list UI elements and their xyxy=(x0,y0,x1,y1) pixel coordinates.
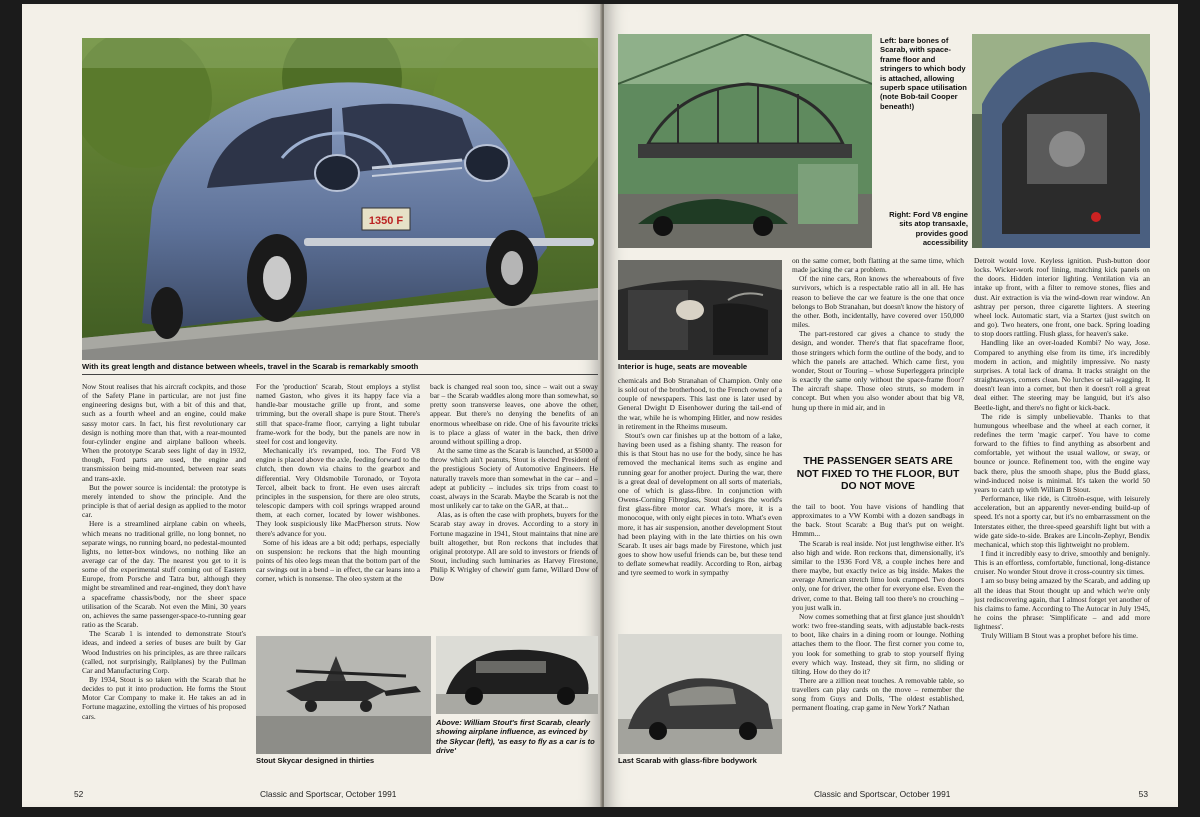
photo-last-scarab xyxy=(618,634,782,754)
paragraph: Here is a streamlined airplane cabin on wheels, which means no traditional grille, no long bonnet, no separate wings, no running board, no pedestal-mounted lights, no letter-box windows, no nothing like an average car of the day. The nearest you get to it is some of the experimental stuff coming out of Eastern Europe, from Porsche and Tatra but, although they might be streamlined and rear-engined, they don't have a spaceframe chassis/body, nor the sheer space utilisation of the Scarab. Not even the Mini, 30 years on, achieves the same passenger-space-to-running gear ratio as the Scarab. xyxy=(82,519,246,630)
paragraph: Stout's own car finishes up at the bottom of a lake, having been used as a fishing shanty. The reason for this is that Stout has no use for the body, since he has removed the mechanical items such as engine and running gear for another project. During the war, there is a great deal of development on all sorts of materials, one of which is glass-fibre. In conjunction with Owens-Corning Fibreglass, Stout designs the world's first glass-fibre motor car. What's more, it is a monocoque, with only eight pieces in toto. What's even more, it has air suspension, another development Stout had been playing with in the late thirties on his own Scarab. It uses air bags made by Firestone, which just goes to show how useful friends can be, but these tend to deflate somewhat readily. According to Ron, airbag and tyre seemed to work in sympathy xyxy=(618,430,782,578)
paragraph: Some of his ideas are a bit odd; perhaps, especially on suspension: he reckons that the high mounting points of his oleo legs mean that the bottom part of the car swings out in a bend – in effect, the car leans into a corner, which is nonsense. The oleo system at the xyxy=(256,537,420,584)
paragraph: Truly William B Stout was a prophet before his time. xyxy=(981,631,1138,641)
paragraph: Of the nine cars, Ron knows the whereabouts of five survivors, which is a respectable ratio all in all. He has reason to believe the car we feature is the one that once belongs to Bob Stranahan, but doesn't know the history of the other. Both, incidentally, have covered over 150,000 miles. xyxy=(792,274,964,330)
paragraph: on the same corner, both flatting at the same time, which made jacking the car a problem. xyxy=(792,256,964,275)
first-scarab-caption: Above: William Stout's first Scarab, clearly showing airplane influence, as evinced by the Skycar (left), 'as easy to fly as a car is to drive' xyxy=(436,718,595,756)
caption-interior: Interior is huge, seats are moveable xyxy=(618,362,748,371)
page-number-right: 53 xyxy=(1138,789,1148,799)
paragraph: Handling like an over-loaded Kombi? No way, Jose. Compared to anything else from its time, it's incredibly modern in action, and mightily impressive. No nasty surprises. A total lack of drama. It tracks straight on the straightaways, corners clean. No lurches or tail-wagging. It doesn't lean into a corner, but then it doesn't roll a great deal either. The steering may be languid, but it's also Beetle-light, and there's no fight or kick-back. xyxy=(974,338,1150,412)
paragraph: Now comes something that at first glance just shouldn't work: two free-standing seats, with adjustable back-rests to boot, like chairs in a dining room or lounge. Nothing attaches them to the floor. The first corner you come to, you look for something to grab to stop yourself flying every which way. Instead, they sit firm, no sliding or tilting. How do they do it? xyxy=(792,611,964,676)
paragraph: Performance, like ride, is Citroën-esque, with leisurely acceleration, but an apparently never-ending build-up of speed. It's not a sporty car, but it's no embarrassment on the Interstates either, the three-speed gearshift light but with a wide gate side-to-side. Brakes are Lincoln-Zephyr, Bendix mechanical, which stop this lightweight no problem. xyxy=(974,494,1150,549)
caption-rule xyxy=(82,374,598,375)
right-page xyxy=(604,4,1178,807)
engine-illustration xyxy=(972,34,1150,248)
paragraph: The Scarab is real inside. Not just lengthwise either. It's also high and wide. Ron reckons that, dimensionally, it's similar to the 1936 Ford V8, a couple inches here and there maybe, but exactly twice as big inside. Makes the average American stretch limo look cramped. Two doors only, one for driver, the other for everyone else. Even the driver, come to that. Being tall too there's no crouching – you just walk in. xyxy=(792,538,964,612)
interior-illustration xyxy=(618,260,782,360)
photo-scarab-road xyxy=(82,38,598,360)
scarab-road-illustration xyxy=(82,38,598,360)
caption-last-scarab: Last Scarab with glass-fibre bodywork xyxy=(618,756,757,765)
paragraph: Alas, as is often the case with prophets, buyers for the Scarab stay away in droves. According to a story in Fortune magazine in 1941, Stout maintains that nine are built altogether, but Ron reckons that includes that original prototype. All are sold to investors or friends of Stout, including such luminaries as Harvey Firestone, Philip K Wrigley of chewin' gum fame, Willard Dow of Dow xyxy=(430,510,598,584)
right-column-3 xyxy=(974,256,1150,774)
paragraph: back is changed real soon too, since – wait out a sway bar – the Scarab waddles along more than somewhat, so pretty soon transverse leaves, one above the other, appear. But there's no denying the benefits of an enormous wheelbase on ride. One of his favourite tricks is to place a glass of water in the back, then drive around without spilling a drop. xyxy=(430,382,598,446)
right-column-2-top xyxy=(792,256,964,450)
footer-left: Classic and Sportscar, October 1991 xyxy=(260,789,397,799)
right-column-2-bottom xyxy=(792,502,964,774)
paragraph: By 1934, Stout is so taken with the Scarab that he decides to put it into production. He forms the Stout Motor Car Company to make it. He takes an ad in Fortune magazine, extolling the virtues of his proposed cars. xyxy=(82,675,246,721)
photo-first-scarab xyxy=(436,636,598,714)
left-page xyxy=(22,4,602,807)
first-scarab-illustration xyxy=(436,636,598,714)
paragraph: The ride is simply unbelievable. Thanks to that humungous wheelbase and the wheel at each corner, it redefines the term 'magic carpet'. You have to come forward to the fifties to find anything as absorbent and comfortable, yet without the usual wallow, or sway, or bounce or jounce. Refinement too, with the engine way back there, plus the smooth shape, plus the Budd glass, wind-induced noise is minimal. It's taken the world 50 years to catch up with William B Stout. xyxy=(974,411,1150,494)
last-scarab-illustration xyxy=(618,634,782,754)
paragraph: At the same time as the Scarab is launched, at $5000 a throw which ain't peanuts, Stout is elected President of the prestigious Society of Automotive Engineers. He naturally travels more than somewhat in the car – and – adept at publicity – includes six trips from coast to coast, always in the Scarab. Maybe the Scarab is not the most unlikely car to take on the GAR, at that... xyxy=(430,446,598,511)
paragraph: I find it incredibly easy to drive, smoothly and benignly. This is an effortless, comfortable, functional, long-distance cruiser. No wonder Stout drove it cross-country six times. xyxy=(974,549,1150,577)
paragraph: Detroit would love. Keyless ignition. Push-button door locks. Wicker-work roof lining, matching kick panels on the doors. Hidden interior lighting. Ventilation via an intake up front, with a filter to remove stones, flies and dust. Air extraction is via the wind-down rear window. An ashtray per person, three cigarette lighters. A steering wheel lock. Automatic start, via a Startex (just switch on and go). Two heaters, one front, one back. Spring loading to stop doors rattling. Flush glass, for heaven's sake. xyxy=(974,256,1150,339)
left-column-1 xyxy=(82,382,246,777)
page-number-left: 52 xyxy=(74,789,84,799)
paragraph: Now Stout realises that his aircraft cockpits, and those of the Safety Plane in particular, are not just fine engineering designs but, with a bit of this and that, such as a fourth wheel and an engine, could make sassy motor cars. In fact, his first revolutionary car design is nothing more than that, with a rear-mounted four-cylinder engine and airplane balloon wheels. When the prototype Scarab sees light of day in 1932, though, Ford parts are used, the engine and transmission being mid-mounted, between rear seats and trans-axle. xyxy=(82,382,246,483)
photo-skycar xyxy=(256,636,431,754)
photo-space-frame xyxy=(618,34,872,248)
left-column-3 xyxy=(430,382,598,632)
license-plate: 1350 F xyxy=(368,215,404,227)
space-frame-illustration xyxy=(618,34,872,248)
paragraph: Mechanically it's revamped, too. The Ford V8 engine is placed above the axle, feeding forward to the clutch, then down via chains to the gearbox and differential. Very Oldsmobile Toronado, or Toyota Tercel, albeit back to front. He even uses aircraft principles in the suspension, for there are oleo struts, telescopic dampers with coil springs wrapped around them, at each corner, located by lower wishbones. They look suspiciously like MacPherson struts. Now there's advance for you. xyxy=(256,446,420,538)
paragraph: There are a zillion neat touches. A removable table, so travellers can play cards on the move – remember the song from Guys and Dolls, 'The oldest established, permanent floating, crap game in New York?' Nathan xyxy=(792,675,964,713)
caption-space-frame: Left: bare bones of Scarab, with space-frame floor and stringers to which body is attached, allowing superb space utilisation (note Bob-tail Cooper beneath!) xyxy=(880,36,967,111)
paragraph: For the 'production' Scarab, Stout employs a stylist named Gaston, who gives it its happy face via a handle-bar moustache grille up front, and some trimming, but the overall shape is pure Stout. There's still that space-frame floor, carrying a light tubular frame-work for the body, but the panels are now in steel for cost and longevity. xyxy=(256,382,420,446)
skycar-caption: Stout Skycar designed in thirties xyxy=(256,756,375,765)
footer-right: Classic and Sportscar, October 1991 xyxy=(814,789,951,799)
paragraph: The part-restored car gives a chance to study the design, and wonder. There's that flat spaceframe floor, those stringers which form the outline of the body, and to which the panels are attached. Which came first, you wonder, Stout or Touring – whose Superleggera principle is exactly the same only without the space-frame floor? The aircraft shape. Those oleo struts, so modern in concept. But when you also wonder about that big V8, hung up there in mid air, and in xyxy=(792,329,964,412)
caption-engine: Right: Ford V8 engine sits atop transaxle, provides good accessibility xyxy=(889,210,968,248)
paragraph: the tail to boot. You have visions of handling that approximates to a VW Kombi with a dozen sandbags in the back. Stout Scarab: a Bug that's put on weight. Hmmm... xyxy=(792,502,964,539)
pull-quote: THE PASSENGER SEATS ARE NOT FIXED TO THE FLOOR, BUT DO NOT MOVE xyxy=(796,456,960,493)
photo-engine xyxy=(972,34,1150,248)
paragraph: chemicals and Bob Stranahan of Champion. Only one is sold out of the brotherhood, to the French owner of a couple of newspapers. This last one is later used by General Dwight D Eisenhower during the tail-end of the war, while he is whomping Hitler, and now resides in retirement in the Rheims museum. xyxy=(618,376,782,431)
skycar-illustration xyxy=(256,636,431,754)
right-column-1 xyxy=(618,376,782,626)
photo-interior xyxy=(618,260,782,360)
paragraph: The Scarab 1 is intended to demonstrate Stout's ideas, and indeed a series of buses are built by Gar Wood Industries on his principles, as are three railcars (called, not surprisingly, Railplanes) by the Pullman Car and Manufacturing Corp. xyxy=(82,629,246,675)
main-caption: With its great length and distance between wheels, travel in the Scarab is remarkably smooth xyxy=(82,362,419,371)
paragraph: But the power source is incidental: the prototype is merely intended to show the principle. And the principle is that of aerial design as applied to the motor car. xyxy=(82,482,246,520)
paragraph: I am so busy being amazed by the Scarab, and adding up all the ideas that Stout thought up and which we're only just rediscovering again, that I almost forget yet another of his claims to fame. According to The Autocar in July 1945, he coins the phrase: 'Simplificate – and add more lightness'. xyxy=(974,576,1150,632)
left-column-2 xyxy=(256,382,420,632)
